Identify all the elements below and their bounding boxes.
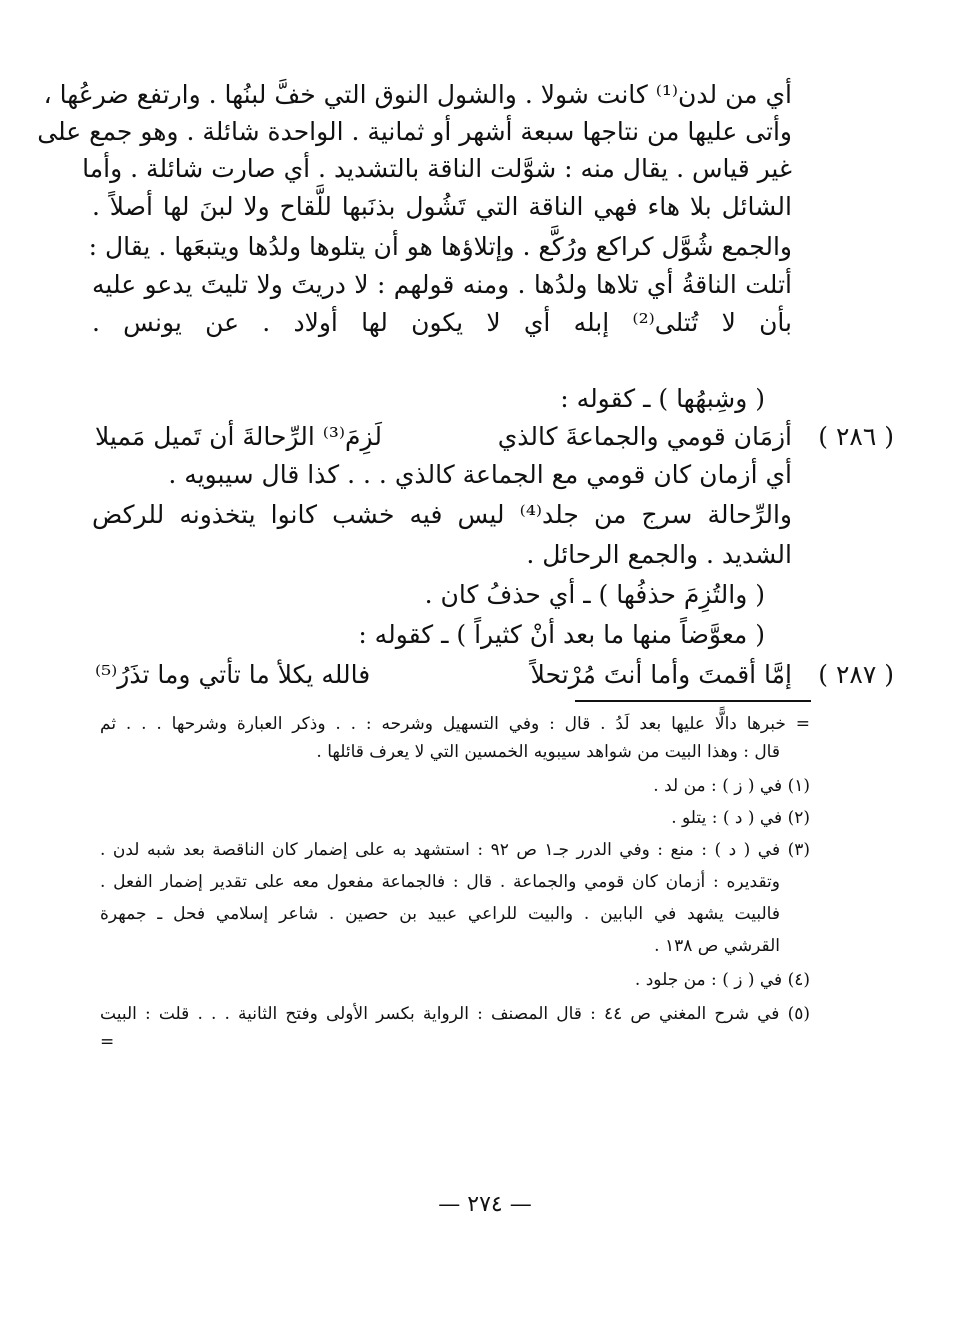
main-line-7: بأن لا تُتلى⁽²⁾ إبله أي لا يكون لها أولاد . عن يونس . — [92, 308, 793, 337]
verse-287-hemistich-left: فالله يكلأ ما تأتي وما تذَرُ⁽⁵⁾ — [95, 660, 371, 689]
heading-iltazam: ( والتُزِمَ حذفُها ) ـ أي حذفُ كان . — [424, 580, 765, 609]
main-line-4: الشائل بلا هاء فهي الناقة التي تَشُول بذنَبها للَّقاح ولا لبنَ لها أصلاً . — [92, 192, 792, 221]
heading-washabbahaha: ( وشِبهُها ) ـ كقوله : — [560, 384, 765, 413]
footnote-4: (٤) في ( ز ) : من جلود . — [634, 970, 810, 990]
main-line-3: غير قياس . يقال منه : شوَّلت الناقة بالتشديد . أي صارت شائلة . وأما — [82, 154, 792, 183]
main-line-1: أي من لدن⁽¹⁾ كانت شولا . والشول النوق التي خفَّ لبنُها . وارتفع ضرعُها ، — [43, 80, 792, 109]
footnote-5: (٥) في شرح المغني ص ٤٤ : قال المصنف : الرواية بكسر الأولى وفتح الثانية . . . قلت : البيت — [100, 1004, 810, 1024]
verse-286-number: ( ٢٨٦ ) — [818, 422, 894, 451]
footnote-2: (٢) في ( د ) : يتلو . — [671, 808, 810, 828]
footnote-3-line-3: فالبيت يشهد في البابين . والبيت للراعي عبيد بن حصين . شاعر إسلامي فحل ـ جمهرة — [100, 904, 780, 924]
main-line-2: وأتى عليها من نتاجها سبعة أشهر أو ثمانية . الواحدة شائلة . وهو جمع على — [37, 117, 792, 146]
verse-286-hemistich-left: لَزِمَ⁽³⁾ الرِّحالةَ أن تَميل مَميلا — [95, 422, 382, 451]
footnote-1: (١) في ( ز ) : من لد . — [653, 776, 810, 796]
footnote-3-line-2: وتقديره : أزمان كان قومي والجماعة . قال : فالجماعة مفعول معه على تقدير إضمار الفعل . — [100, 872, 780, 892]
rihala-line-2: الشديد . والجمع الرحائل . — [526, 540, 792, 569]
footnote-continues-mark: = — [100, 1032, 115, 1052]
verse-287-number: ( ٢٨٧ ) — [818, 660, 894, 689]
footnote-carry-line-1: = خبرها دالًّا عليها بعد لَدُ . قال : وفي التسهيل وشرحه : . . وذكر العبارة وشرحها . . . ثم — [100, 714, 810, 734]
heading-muawwad: ( معوَّضاً منها ما بعد أنْ كثيراً ) ـ كقوله : — [358, 620, 765, 649]
after-286-line-1: أي أزمان كان قومي مع الجماعة كالذي . . . كذا قال سيبويه . — [168, 460, 792, 489]
verse-286-hemistich-right: أزمَان قومي والجماعةَ كالذي — [497, 422, 792, 451]
footnote-separator — [575, 700, 811, 702]
footnote-3-line-1: (٣) في ( د ) : منع : وفي الدرر جـ١ ص ٩٢ : استشهد به على إضمار كان الناقصة بعد شبه لدن . — [100, 840, 810, 860]
main-line-8 — [92, 344, 792, 382]
page-number: — ٢٧٤ — — [438, 1192, 532, 1217]
verse-287-hemistich-right: إمَّا أقمتَ وأما أنتَ مُرْتحلاً — [530, 660, 792, 689]
footnote-3-line-4: القرشي ص ١٣٨ . — [654, 936, 780, 956]
main-line-6: أتلت الناقةُ أي تلاها ولدُها . ومنه قولهم : لا دريتَ ولا تليتَ يدعو عليه — [92, 270, 792, 299]
rihala-line-1: والرِّحالة سرج من جلد⁽⁴⁾ ليس فيه خشب كانوا يتخذونه للركض — [92, 500, 792, 529]
footnote-carry-line-2: قال : وهذا البيت من شواهد سيبويه الخمسين التي لا يعرف قائلها . — [316, 742, 780, 762]
main-line-5: والجمع شُوَّل كراكع ورُكَّع . وإتلاؤها هو أن يتلوها ولدُها ويتبعَها . يقال : — [88, 232, 792, 261]
